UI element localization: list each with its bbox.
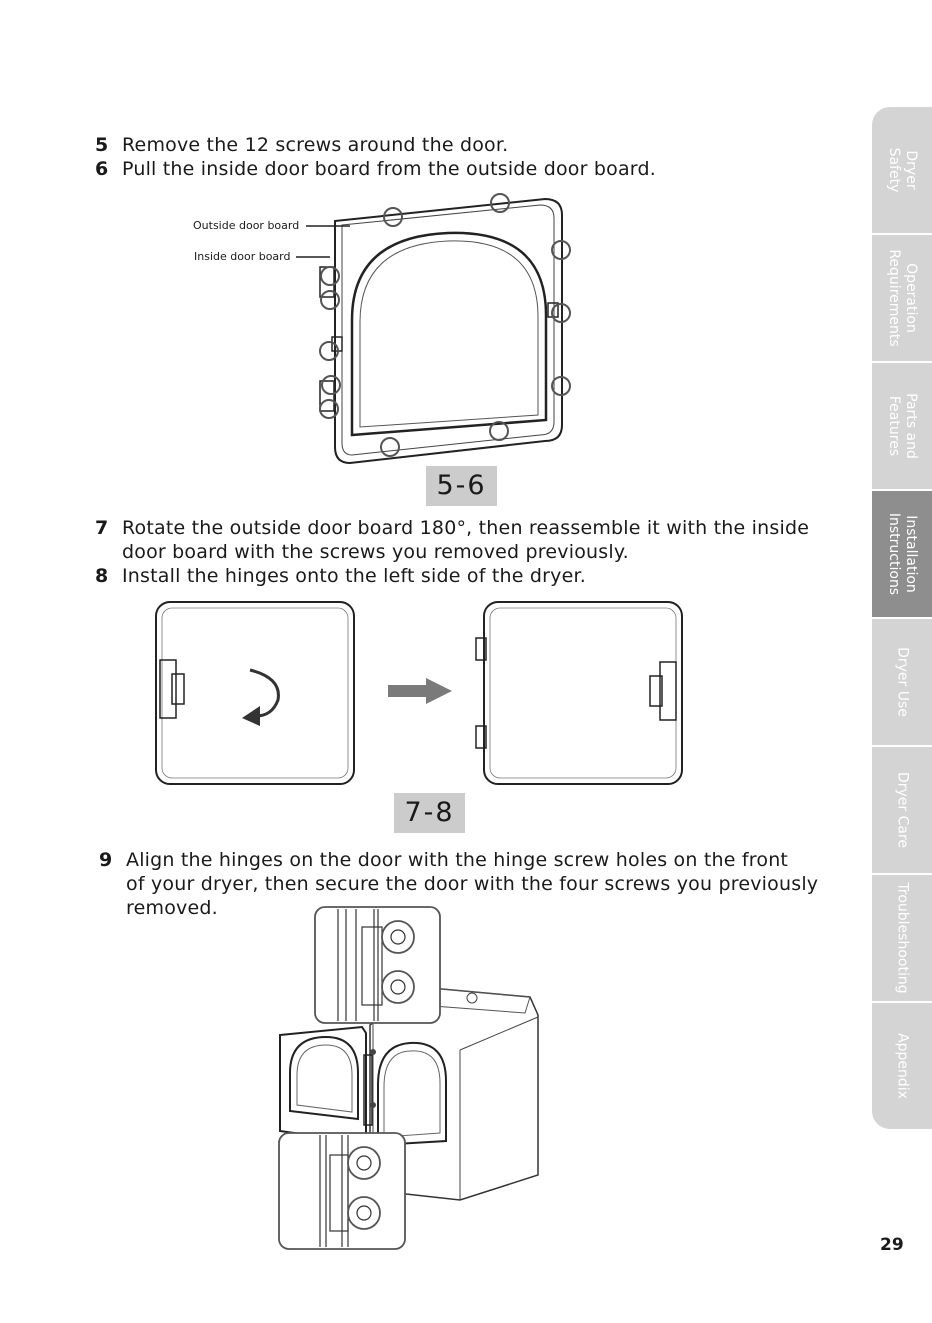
tab-label: Dryer Care (894, 771, 911, 849)
step-7 (95, 516, 855, 564)
dryer-hinge-figure (270, 905, 550, 1253)
tab-label: Instructions (886, 512, 902, 596)
step-8 (95, 564, 855, 588)
tab-label: Features (886, 395, 902, 457)
page-number: 29 (880, 1235, 904, 1255)
tab-operation-requirements[interactable] (872, 235, 932, 361)
step-6 (95, 157, 855, 181)
tab-label: Operation (903, 263, 919, 333)
step-5 (95, 133, 855, 157)
tab-label: Parts and (903, 393, 919, 459)
step-number: 5 (95, 134, 109, 156)
label-outside-door-board: Outside door board (193, 219, 300, 232)
tab-dryer-care[interactable] (872, 747, 932, 873)
tab-appendix[interactable] (872, 1003, 932, 1129)
tab-label: Appendix (894, 1033, 911, 1099)
tab-parts-and-features[interactable] (872, 363, 932, 489)
step-number: 8 (95, 565, 109, 587)
tab-installation-instructions[interactable] (872, 491, 932, 617)
step-text-line3: removed. (126, 897, 218, 919)
label-inside-door-board: Inside door board (194, 250, 291, 263)
tab-dryer-safety[interactable] (872, 107, 932, 233)
sidebar-tabs (872, 107, 932, 1129)
step-number: 7 (95, 517, 109, 539)
tab-label: Requirements (886, 249, 902, 347)
door-rotate-figure (150, 598, 690, 790)
tab-label: Troubleshooting (894, 882, 911, 994)
figure-badge-7-8: 7-8 (394, 793, 465, 833)
step-number: 6 (95, 158, 109, 180)
step-text-line2: of your dryer, then secure the door with the four screws you previously (126, 873, 819, 895)
tab-label: Dryer Use (894, 647, 911, 717)
step-text-line2: door board with the screws you removed previously. (122, 541, 629, 563)
step-text: Rotate the outside door board 180°, then reassemble it with the inside (122, 517, 810, 539)
tab-label: Safety (886, 147, 902, 193)
figure-badge-5-6: 5-6 (426, 466, 497, 506)
tab-troubleshooting[interactable] (872, 875, 932, 1001)
step-text: Remove the 12 screws around the door. (122, 134, 509, 156)
tab-label: Installation (903, 515, 919, 593)
step-text: Pull the inside door board from the outside door board. (122, 158, 656, 180)
step-text: Align the hinges on the door with the hinge screw holes on the front (126, 849, 789, 871)
step-number: 9 (99, 849, 113, 871)
step-text: Install the hinges onto the left side of the dryer. (122, 565, 586, 587)
tab-label: Dryer (903, 150, 919, 190)
tab-dryer-use[interactable] (872, 619, 932, 745)
